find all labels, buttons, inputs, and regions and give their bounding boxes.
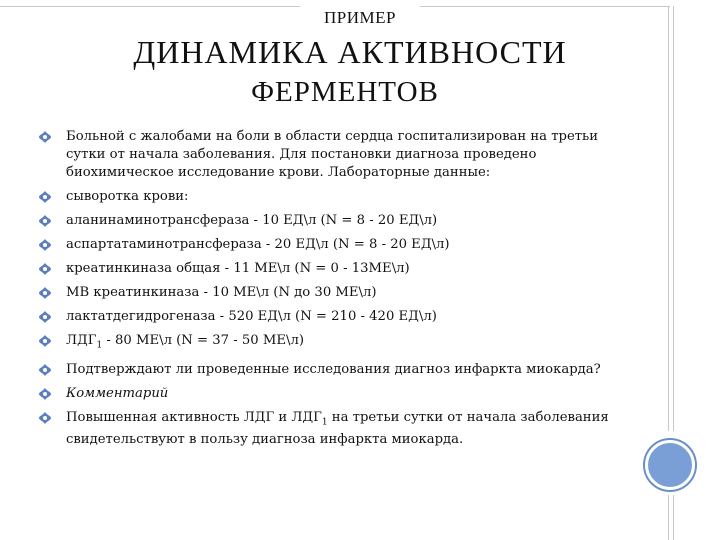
frame-line-top-left [0,6,300,7]
bullet-text: креатинкиназа общая - 11 МЕ\л (N = 0 - 13МЕ\л) [66,261,410,276]
bullet-list [38,128,638,455]
list-item [38,409,638,450]
bullet-text-sub: 1 [96,340,103,351]
bullet-text-pre: ЛДГ [66,333,97,348]
fleuron-bullet-icon [38,387,52,401]
list-item [38,236,638,254]
fleuron-bullet-icon [38,262,52,276]
bullet-text: аспартатаминотрансфераза - 20 ЕД\л (N = 8 - 20 ЕД\л) [66,237,450,252]
fleuron-bullet-icon [38,214,52,228]
fleuron-bullet-icon [38,286,52,300]
list-item [38,308,638,326]
bullet-text: Подтверждают ли проведенные исследования диагноз инфаркта миокарда? [66,361,601,377]
list-item [38,332,638,355]
list-item [38,128,638,182]
slide-title-line2: ФЕРМЕНТОВ [251,76,439,108]
list-item [38,188,638,206]
comment-heading: Комментарий [66,385,169,401]
fleuron-bullet-icon [38,334,52,348]
fleuron-bullet-icon [38,310,52,324]
slide-title-line1: ДИНАМИКА АКТИВНОСТИ [133,34,567,70]
fleuron-bullet-icon [38,363,52,377]
bullet-text-sub: 1 [321,417,328,428]
bullet-text: лактатдегидрогеназа - 520 ЕД\л (N = 210 - 420 ЕД\л) [66,309,437,324]
fleuron-bullet-icon [38,238,52,252]
fleuron-bullet-icon [38,411,52,425]
bullet-text: аланинаминотрансфераза - 10 ЕД\л (N = 8 - 20 ЕД\л) [66,213,438,228]
list-item [38,361,638,379]
bullet-text-pre: Повышенная активность ЛДГ и ЛДГ [66,409,322,425]
bullet-text: сыворотка крови: [66,189,189,204]
list-item [38,284,638,302]
fleuron-bullet-icon [38,130,52,144]
list-item [38,260,638,278]
decorative-circle [645,440,695,490]
slide-pretitle: ПРИМЕР [324,8,396,27]
frame-line-top-right [420,6,670,7]
fleuron-bullet-icon [38,190,52,204]
bullet-text: Больной с жалобами на боли в области сердца госпитализирован на третьи сутки от начала заболевания. Для постановки диагноза проведено биохимическое исследование крови. Лабораторные данные: [66,129,599,180]
frame-line-right-bottom-inner [673,495,674,540]
list-item [38,212,638,230]
bullet-text: МВ креатинкиназа - 10 МЕ\л (N до 30 МЕ\л) [66,285,377,300]
bullet-text-post: - 80 МЕ\л (N = 37 - 50 МЕ\л) [102,333,304,348]
frame-line-right-bottom [668,495,669,540]
list-item [38,385,638,403]
bullet-text-post: на третьи сутки от начала заболевания свидетельствуют в пользу диагноза инфаркта миокарда. [66,409,609,448]
